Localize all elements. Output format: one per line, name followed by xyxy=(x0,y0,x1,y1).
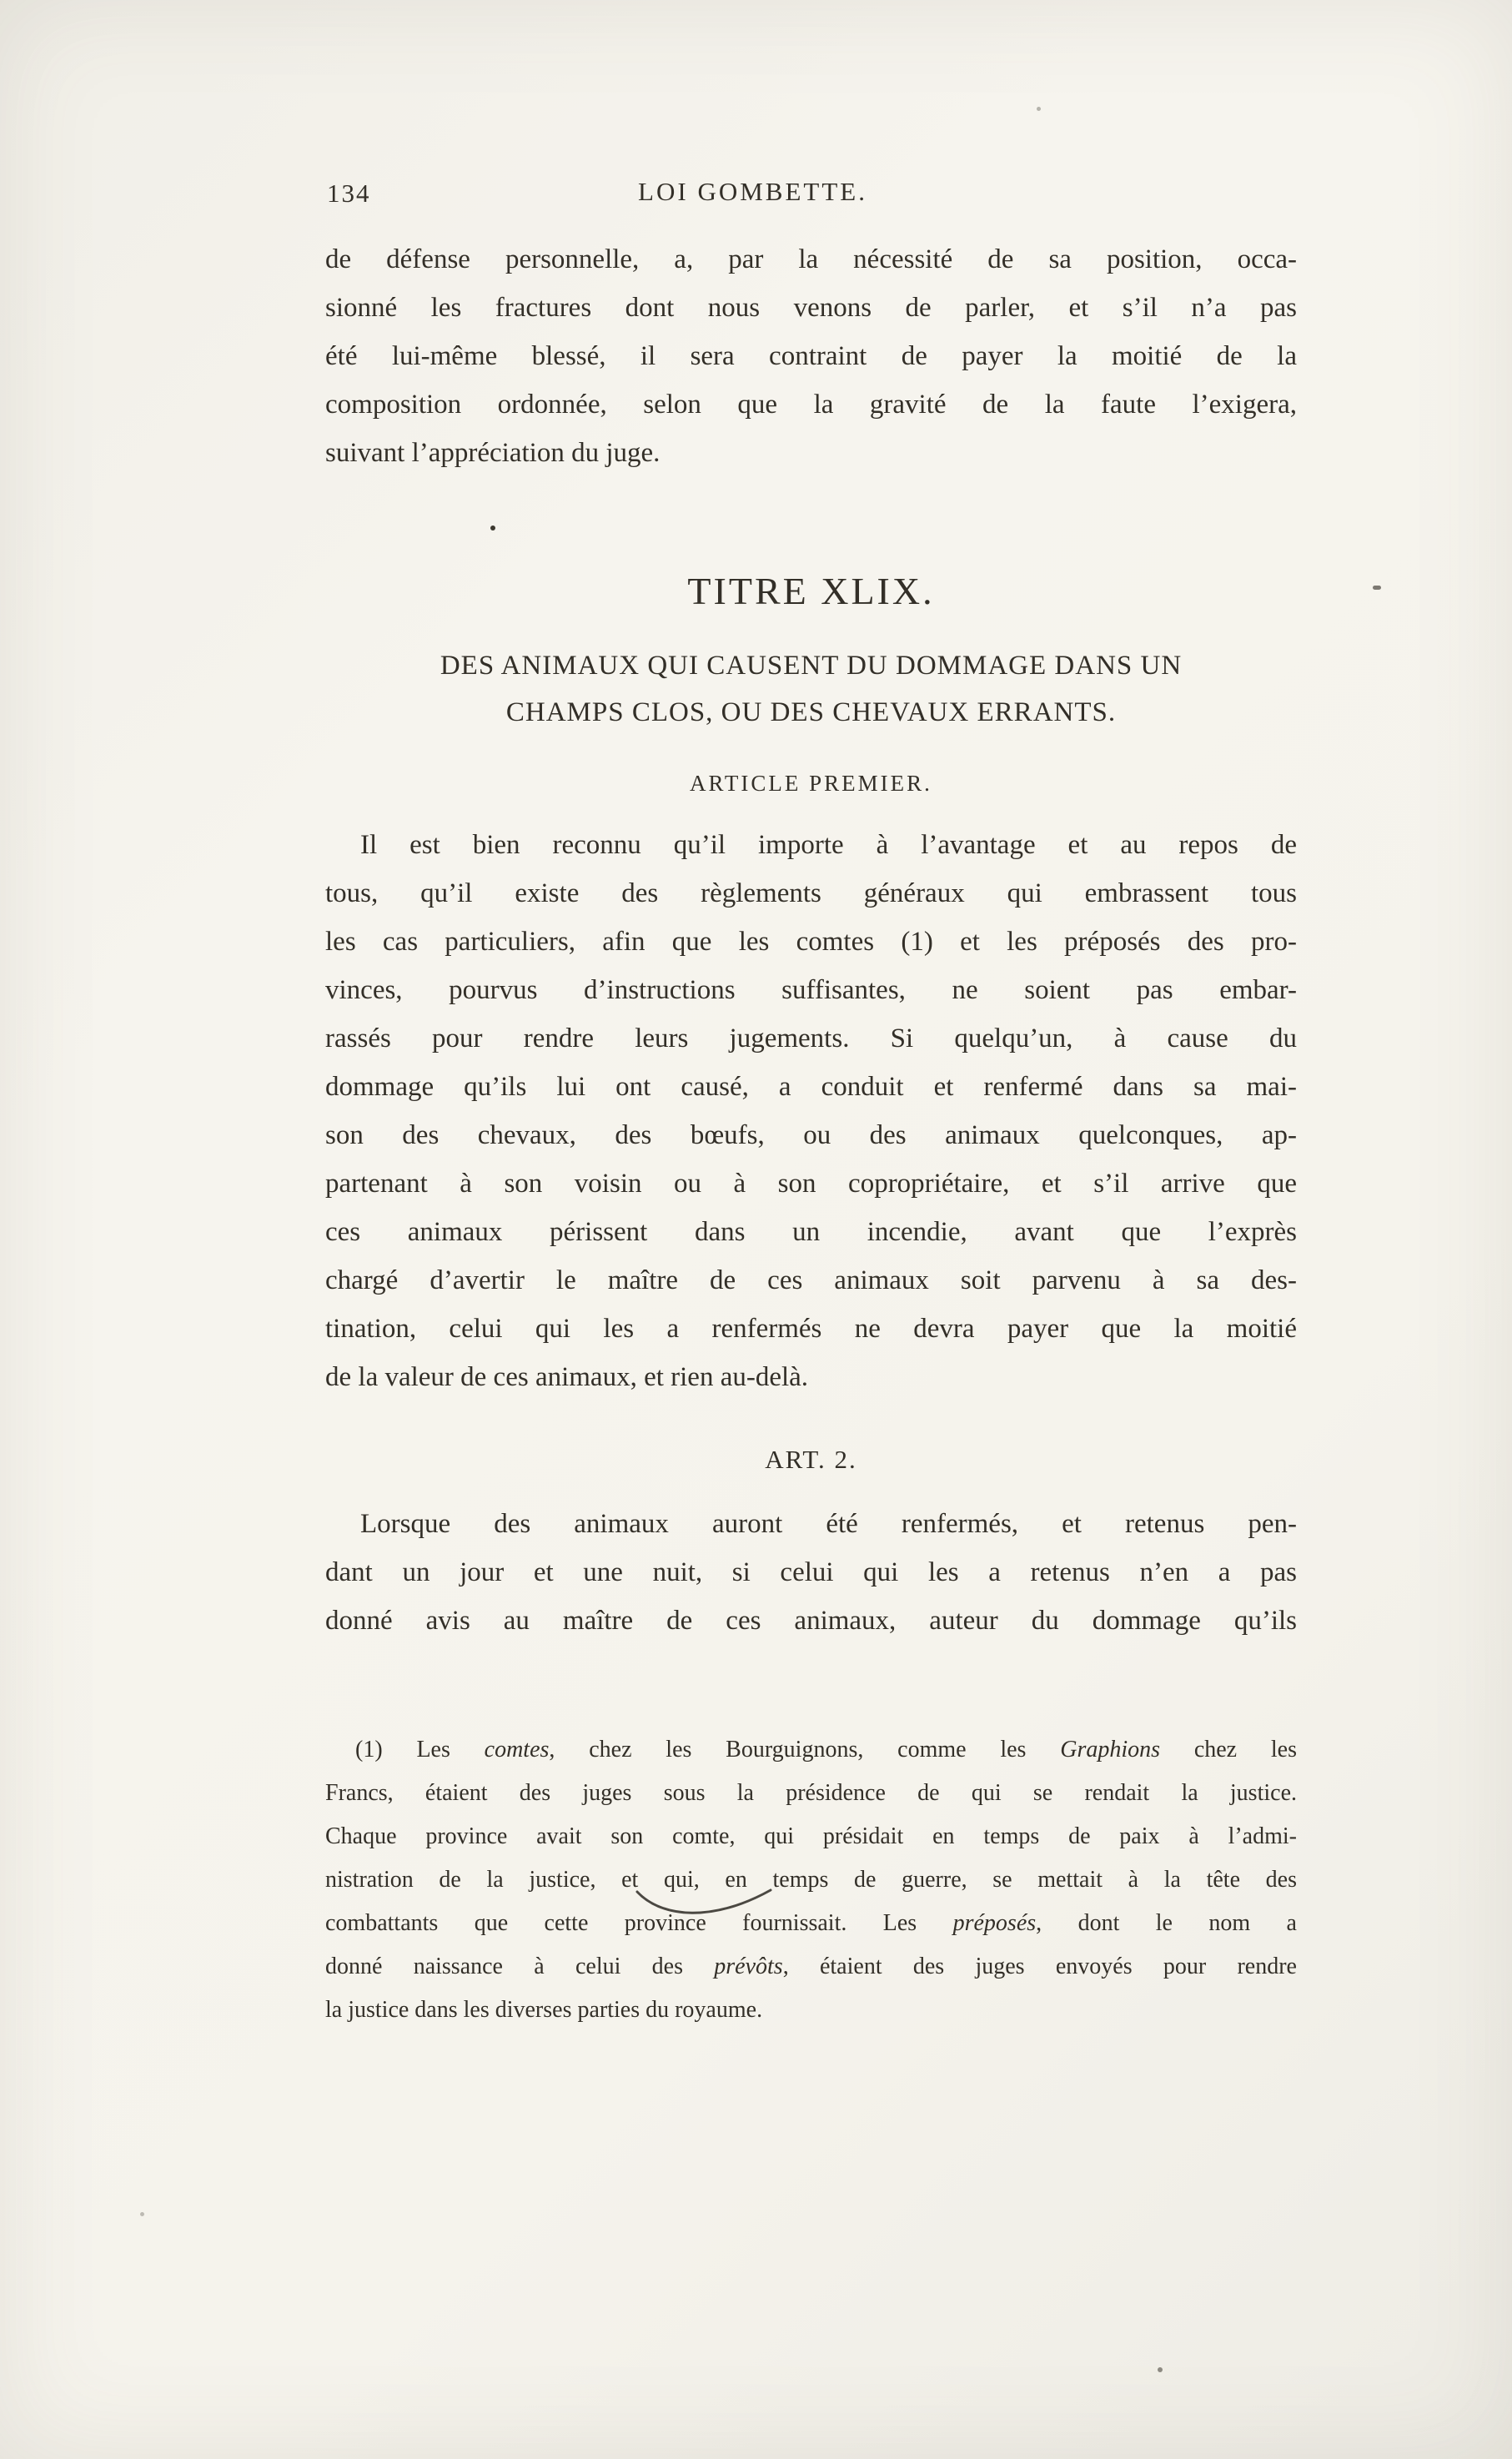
running-title: LOI GOMBETTE. xyxy=(638,177,867,206)
page-number: 134 xyxy=(327,179,371,208)
article-1-label: ARTICLE PREMIER. xyxy=(690,771,932,796)
text-line: dommage qu’ils lui ont causé, a conduit et renfermé dans sa mai- xyxy=(325,1072,1297,1102)
text-line: donné avis au maître de ces animaux, auteur du dommage qu’ils xyxy=(325,1606,1297,1636)
text-line: son des chevaux, des bœufs, ou des animaux quelconques, ap- xyxy=(325,1120,1297,1150)
text-line: composition ordonnée, selon que la gravité de la faute l’exigera, xyxy=(325,390,1297,420)
ink-speck-top xyxy=(1037,107,1041,111)
text-line: de la valeur de ces animaux, et rien au-delà. xyxy=(325,1362,809,1392)
intro-paragraph xyxy=(325,235,1297,477)
text-line: tous, qu’il existe des règlements généraux qui embrassent tous xyxy=(325,878,1297,908)
article-1-paragraph xyxy=(325,821,1297,1401)
article-2-label: ART. 2. xyxy=(765,1445,857,1474)
text-line: rassés pour rendre leurs jugements. Si quelqu’un, à cause du xyxy=(325,1023,1297,1053)
text-line: Chaque province avait son comte, qui présidait en temps de paix à l’admi- xyxy=(325,1823,1297,1849)
text-line: (1) Les comtes, chez les Bourguignons, comme les Graphions chez les xyxy=(355,1737,1297,1763)
text-line: vinces, pourvus d’instructions suffisantes, ne soient pas embar- xyxy=(325,975,1297,1005)
text-line: tination, celui qui les a renfermés ne devra payer que la moitié xyxy=(325,1314,1297,1344)
text-line: combattants que cette province fournissait. Les préposés, dont le nom a xyxy=(325,1910,1297,1936)
page-header xyxy=(325,177,1297,210)
text-line: Francs, étaient des juges sous la présidence de qui se rendait la justice. xyxy=(325,1780,1297,1806)
text-line: ces animaux périssent dans un incendie, avant que l’exprès xyxy=(325,1217,1297,1247)
ink-underline-stroke xyxy=(634,1883,776,1922)
text-line: donné naissance à celui des prévôts, étaient des juges envoyés pour rendre xyxy=(325,1954,1297,1979)
ink-dash xyxy=(1373,586,1381,590)
title-heading: TITRE XLIX. xyxy=(687,570,935,612)
ink-speck-bottom xyxy=(1158,2367,1163,2372)
footnote xyxy=(325,1728,1297,2032)
text-line: dant un jour et une nuit, si celui qui les a retenus n’en a pas xyxy=(325,1557,1297,1587)
text-line: chargé d’avertir le maître de ces animaux soit parvenu à sa des- xyxy=(325,1265,1297,1295)
text-line: de défense personnelle, a, par la nécessité de sa position, occa- xyxy=(325,244,1297,274)
text-line: CHAMPS CLOS, OU DES CHEVAUX ERRANTS. xyxy=(505,697,1117,727)
text-line: suivant l’appréciation du juge. xyxy=(325,438,661,468)
text-line: DES ANIMAUX QUI CAUSENT DU DOMMAGE DANS UN xyxy=(440,651,1183,681)
text-line: Lorsque des animaux auront été renfermés, et retenus pen- xyxy=(360,1509,1297,1539)
ink-speck-left xyxy=(140,2212,144,2216)
chapter-subtitle xyxy=(325,642,1297,736)
ink-dot xyxy=(490,525,495,531)
text-line: partenant à son voisin ou à son copropriétaire, et s’il arrive que xyxy=(325,1169,1297,1199)
text-line: les cas particuliers, afin que les comtes (1) et les préposés des pro- xyxy=(325,927,1297,957)
text-line: Il est bien reconnu qu’il importe à l’avantage et au repos de xyxy=(360,830,1297,860)
article-2-paragraph xyxy=(325,1500,1297,1645)
text-line: sionné les fractures dont nous venons de parler, et s’il n’a pas xyxy=(325,293,1297,323)
text-line: la justice dans les diverses parties du royaume. xyxy=(325,1997,763,2023)
text-line: été lui-même blessé, il sera contraint de payer la moitié de la xyxy=(325,341,1297,371)
text-line: nistration de la justice, et qui, en temps de guerre, se mettait à la tête des xyxy=(325,1867,1297,1893)
